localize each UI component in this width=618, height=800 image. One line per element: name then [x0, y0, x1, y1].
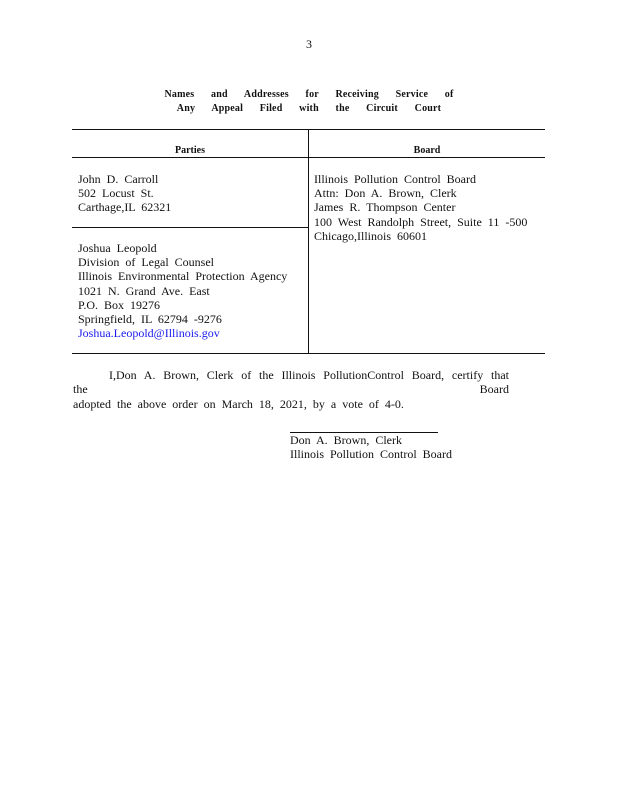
heading-line-2: Any Appeal Filed with the Circuit Court — [176, 103, 442, 114]
party-2-address — [78, 241, 287, 340]
party-2-line: Springfield, IL 62794 -9276 — [78, 312, 222, 327]
board-line: Attn: Don A. Brown, Clerk — [314, 186, 457, 201]
party-divider-rule — [72, 227, 308, 228]
party-2-line: 1021 N. Grand Ave. East — [78, 283, 210, 298]
board-column-header: Board — [413, 145, 441, 156]
board-line: James R. Thompson Center — [314, 200, 456, 215]
party-2-line: Joshua Leopold — [78, 241, 157, 255]
page-number: 3 — [306, 37, 312, 51]
certification-paragraph — [73, 368, 509, 411]
board-line: Chicago,Illinois 60601 — [314, 228, 427, 243]
party-2-line: P.O. Box 19276 — [78, 297, 161, 312]
signature-org: Illinois Pollution Control Board — [290, 447, 453, 462]
signature-name: Don A. Brown, Clerk — [290, 433, 402, 447]
board-line: Illinois Pollution Control Board — [314, 172, 477, 186]
party-2-email-link[interactable]: Joshua.Leopold@Illinois.gov — [78, 326, 220, 341]
party-1-line: 502 Locust St. — [78, 186, 154, 201]
parties-column-header: Parties — [175, 145, 205, 156]
certification-line-1: I,Don A. Brown, Clerk of the Illinois PollutionControl Board, certify that the Board — [73, 368, 509, 397]
party-1-line: Carthage,IL 62321 — [78, 200, 172, 215]
board-line: 100 West Randolph Street, Suite 11 -500 — [314, 214, 528, 229]
certification-line-2: adopted the above order on March 18, 2021, by a vote of 4-0. — [73, 396, 404, 411]
party-1-address — [78, 172, 171, 215]
party-2-line: Illinois Environmental Protection Agency — [78, 269, 288, 284]
party-2-line: Division of Legal Counsel — [78, 255, 214, 270]
signature-block — [290, 433, 452, 461]
table-column-rule — [308, 129, 309, 354]
party-1-line: John D. Carroll — [78, 172, 159, 186]
heading-line-1: Names and Addresses for Receiving Service of — [164, 89, 454, 100]
board-address — [314, 172, 527, 243]
section-heading — [150, 88, 468, 116]
